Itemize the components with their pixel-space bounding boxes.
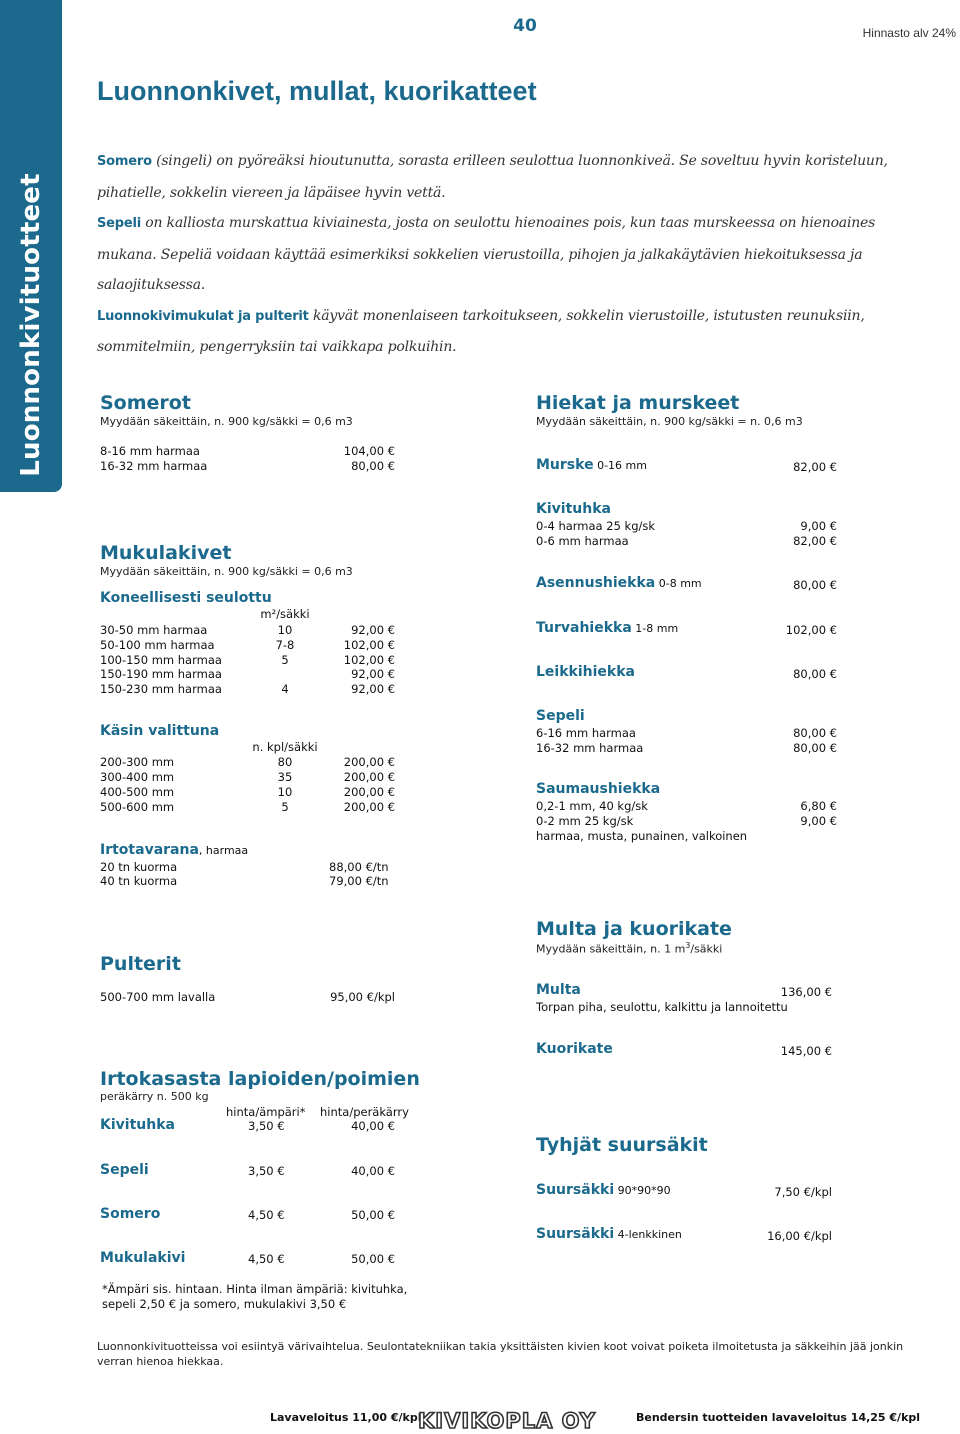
row-name: Murske: [536, 457, 594, 473]
row-name: Asennushiekka: [536, 575, 656, 591]
table-row-price: 200,00 €: [343, 770, 395, 784]
table-row-label: [536, 982, 581, 998]
table-row-label: [100, 1117, 175, 1133]
col-header-trailer: hinta/peräkärry: [320, 1105, 409, 1119]
row-spec: 90*90*90: [614, 1184, 671, 1197]
table-row-price: 200,00 €: [343, 755, 395, 769]
multa-note-pre: Myydään säkeittäin, n. 1 m: [536, 942, 686, 956]
sepeli-title: Sepeli: [536, 708, 585, 724]
intro-sepeli-text: on kalliosta murskattua kiviainesta, josta on seulottu hienoaines pois, kun taas murskeessa on hienoaines mukana. Sepeliä voidaan käyttää esimerkiksi sokkelien vierustoilla, pihojen ja jalkakäytävien hiekoituksessa ja salaojituksessa.: [97, 215, 876, 293]
row-name: Leikkihiekka: [536, 664, 635, 680]
sauma-colors: harmaa, musta, punainen, valkoinen: [536, 829, 748, 843]
table-row-price: 92,00 €: [351, 682, 395, 696]
table-row-qty: 5: [281, 653, 289, 667]
row-name: Suursäkki: [536, 1182, 615, 1198]
table-row-label: [536, 457, 647, 473]
row-name: Somero: [100, 1206, 161, 1222]
table-row-label: 16-32 mm harmaa: [100, 459, 208, 473]
kasin-valittuna-title: Käsin valittuna: [100, 723, 220, 739]
mukulakivet-title: Mukulakivet: [100, 542, 232, 564]
table-row-price: 104,00 €: [343, 444, 395, 458]
benders-pallet-fee: Bendersin tuotteiden lavaveloitus 14,25 €/kpl: [636, 1411, 921, 1424]
kone-unit-header: m²/säkki: [260, 607, 310, 621]
table-row-label: 200-300 mm: [100, 755, 175, 769]
table-row-label: 50-100 mm harmaa: [100, 638, 215, 652]
table-row-price: 4,50 €: [248, 1208, 285, 1222]
table-row-label: 0-4 harmaa 25 kg/sk: [536, 519, 656, 533]
table-row-label: 400-500 mm: [100, 785, 175, 799]
table-row-label: [536, 1182, 671, 1198]
intro-mukulat-bold: Luonnokivimukulat ja pulterit: [97, 308, 309, 324]
logo-text: KIVIKOPLA OY: [418, 1409, 596, 1432]
intro-text: [97, 146, 897, 363]
footer-disclaimer: Luonnonkivituotteissa voi esiintyä värivaihtelua. Seulontatekniikan takia yksittäisten kivien koot voivat poiketa ilmoitetusta ja säkkeihin jää jonkin verran hienoa hiekkaa.: [97, 1340, 904, 1368]
table-row-label: 0-2 mm 25 kg/sk: [536, 814, 634, 828]
table-row-price: 82,00 €: [793, 460, 837, 474]
irtokasasta-title: Irtokasasta lapioiden/poimien: [100, 1068, 420, 1090]
table-row-label: [100, 1250, 185, 1266]
table-row-price: 92,00 €: [351, 667, 395, 681]
table-row-price: 50,00 €: [351, 1208, 395, 1222]
table-row-label: 150-190 mm harmaa: [100, 667, 222, 681]
table-row-price: 136,00 €: [780, 985, 832, 999]
table-row-label: 30-50 mm harmaa: [100, 623, 208, 637]
table-row-price: 6,80 €: [800, 799, 837, 813]
table-row-price: 200,00 €: [343, 785, 395, 799]
sidebar-tab: [0, 0, 62, 492]
intro-sepeli-bold: Sepeli: [97, 216, 142, 231]
kasin-unit-header: n. kpl/säkki: [252, 740, 318, 754]
multa-desc: Torpan piha, seulottu, kalkittu ja lannoitettu: [536, 1000, 788, 1014]
row-name: Turvahiekka: [536, 620, 632, 636]
multa-note-sup: 3: [685, 941, 691, 950]
table-row-label: [536, 575, 702, 591]
table-row-qty: 5: [281, 800, 289, 814]
table-row-label: 16-32 mm harmaa: [536, 741, 644, 755]
table-row-label: [536, 1041, 613, 1057]
company-logo: [418, 1408, 618, 1434]
irtotavarana-suffix: , harmaa: [198, 844, 249, 857]
row-spec: 4-lenkkinen: [614, 1228, 682, 1241]
table-row-qty: 80: [277, 755, 293, 769]
table-row-price: 79,00 €/tn: [329, 874, 389, 888]
footnote: *Ämpäri sis. hintaan. Hinta ilman ämpäriä: kivituhka,: [102, 1282, 408, 1296]
table-row-qty: 7-8: [275, 638, 295, 652]
table-row-label: 100-150 mm harmaa: [100, 653, 222, 667]
table-row-price: 9,00 €: [800, 814, 837, 828]
table-row-price: 92,00 €: [351, 623, 395, 637]
table-row-label: [100, 1162, 149, 1178]
table-row-label: 20 tn kuorma: [100, 860, 178, 874]
table-row-price: 3,50 €: [248, 1119, 285, 1133]
irtotavarana-title: Irtotavarana: [100, 842, 199, 858]
table-row-price: 80,00 €: [793, 578, 837, 592]
col-header-bucket: hinta/ämpäri*: [226, 1105, 306, 1119]
irtokasasta-note: peräkärry n. 500 kg: [100, 1090, 209, 1103]
table-row-price: 102,00 €: [343, 653, 395, 667]
table-row-price: 82,00 €: [793, 534, 837, 548]
table-row-qty: 4: [281, 682, 289, 696]
page-title: Luonnonkivet, mullat, kuorikatteet: [97, 76, 537, 106]
row-name: Kivituhka: [100, 1117, 175, 1133]
table-row-label: 8-16 mm harmaa: [100, 444, 200, 458]
saekit-title: Tyhjät suursäkit: [536, 1134, 708, 1156]
saumaushiekka-title: Saumaushiekka: [536, 781, 661, 797]
table-row-price: 102,00 €: [785, 623, 837, 637]
table-row-label: 0,2-1 mm, 40 kg/sk: [536, 799, 648, 813]
row-spec: 1-8 mm: [631, 622, 679, 635]
somerot-title: Somerot: [100, 392, 191, 414]
row-spec: 0-8 mm: [655, 577, 702, 590]
table-row-label: [536, 620, 678, 636]
table-row-price: 3,50 €: [248, 1164, 285, 1178]
table-row-price: 16,00 €/kpl: [767, 1229, 832, 1243]
table-row-label: [536, 664, 635, 680]
koneellisesti-title: Koneellisesti seulottu: [100, 590, 272, 606]
irtotavarana-heading: [100, 842, 248, 858]
footnote: sepeli 2,50 € ja somero, mukulakivi 3,50 €: [102, 1297, 347, 1311]
table-row-label: 6-16 mm harmaa: [536, 726, 636, 740]
table-row-price: 145,00 €: [780, 1044, 832, 1058]
row-name: Kuorikate: [536, 1041, 613, 1057]
multa-note-post: /säkki: [690, 942, 723, 956]
table-row-label: [100, 1206, 160, 1222]
table-row-price: 80,00 €: [793, 667, 837, 681]
table-row-qty: 10: [277, 785, 293, 799]
row-name: Multa: [536, 982, 581, 998]
multa-note: [536, 941, 722, 956]
table-row-label: 300-400 mm: [100, 770, 175, 784]
multa-title: Multa ja kuorikate: [536, 918, 732, 940]
row-spec: 0-16 mm: [593, 459, 647, 472]
intro-mukulat-text: käyvät monenlaiseen tarkoitukseen, sokkelin vierustoille, istutusten reunuksiin, sommitelmiin, pengerryksiin tai vaikkapa polkuihin.: [97, 307, 865, 355]
table-row-label: [536, 1226, 682, 1242]
table-row-price: 80,00 €: [793, 726, 837, 740]
kivituhka-title: Kivituhka: [536, 501, 611, 517]
table-row-price: 80,00 €: [793, 741, 837, 755]
table-row-label: 150-230 mm harmaa: [100, 682, 222, 696]
table-row-price: 4,50 €: [248, 1252, 285, 1266]
intro-somero-bold: Somero: [97, 154, 152, 169]
pallet-fee: Lavaveloitus 11,00 €/kpl: [270, 1411, 422, 1424]
table-row-price: 95,00 €/kpl: [330, 990, 395, 1004]
price-note: Hinnasto alv 24%: [862, 26, 956, 40]
row-name: Suursäkki: [536, 1226, 615, 1242]
table-row-label: 0-6 mm harmaa: [536, 534, 629, 548]
table-row-price: 50,00 €: [351, 1252, 395, 1266]
hiekat-note: Myydään säkeittäin, n. 900 kg/säkki = n. 0,6 m3: [536, 415, 803, 428]
table-row-price: 80,00 €: [351, 459, 395, 473]
table-row-price: 200,00 €: [343, 800, 395, 814]
row-name: Sepeli: [100, 1162, 149, 1178]
pulterit-title: Pulterit: [100, 953, 181, 975]
sidebar-label: Luonnonkivituotteet: [16, 173, 46, 477]
table-row-label: 40 tn kuorma: [100, 874, 178, 888]
kivikopla-logo-icon: [418, 1408, 618, 1432]
page-number: 40: [513, 16, 537, 36]
table-row-price: 9,00 €: [800, 519, 837, 533]
table-row-price: 88,00 €/tn: [329, 860, 389, 874]
table-row-price: 7,50 €/kpl: [774, 1185, 832, 1199]
table-row-price: 40,00 €: [351, 1119, 395, 1133]
row-name: Mukulakivi: [100, 1250, 186, 1266]
table-row-label: 500-700 mm lavalla: [100, 990, 216, 1004]
mukulakivet-note: Myydään säkeittäin, n. 900 kg/säkki = 0,6 m3: [100, 565, 353, 578]
table-row-label: 500-600 mm: [100, 800, 175, 814]
table-row-qty: 35: [277, 770, 293, 784]
somerot-note: Myydään säkeittäin, n. 900 kg/säkki = 0,6 m3: [100, 415, 353, 428]
table-row-price: 40,00 €: [351, 1164, 395, 1178]
table-row-price: 102,00 €: [343, 638, 395, 652]
table-row-qty: 10: [277, 623, 293, 637]
hiekat-title: Hiekat ja murskeet: [536, 392, 740, 414]
intro-somero-text: (singeli) on pyöreäksi hioutunutta, sorasta erilleen seulottua luonnonkiveä. Se soveltuu hyvin koristeluun, pihatielle, sokkelin viereen ja läpäisee hyvin vettä.: [97, 153, 888, 201]
